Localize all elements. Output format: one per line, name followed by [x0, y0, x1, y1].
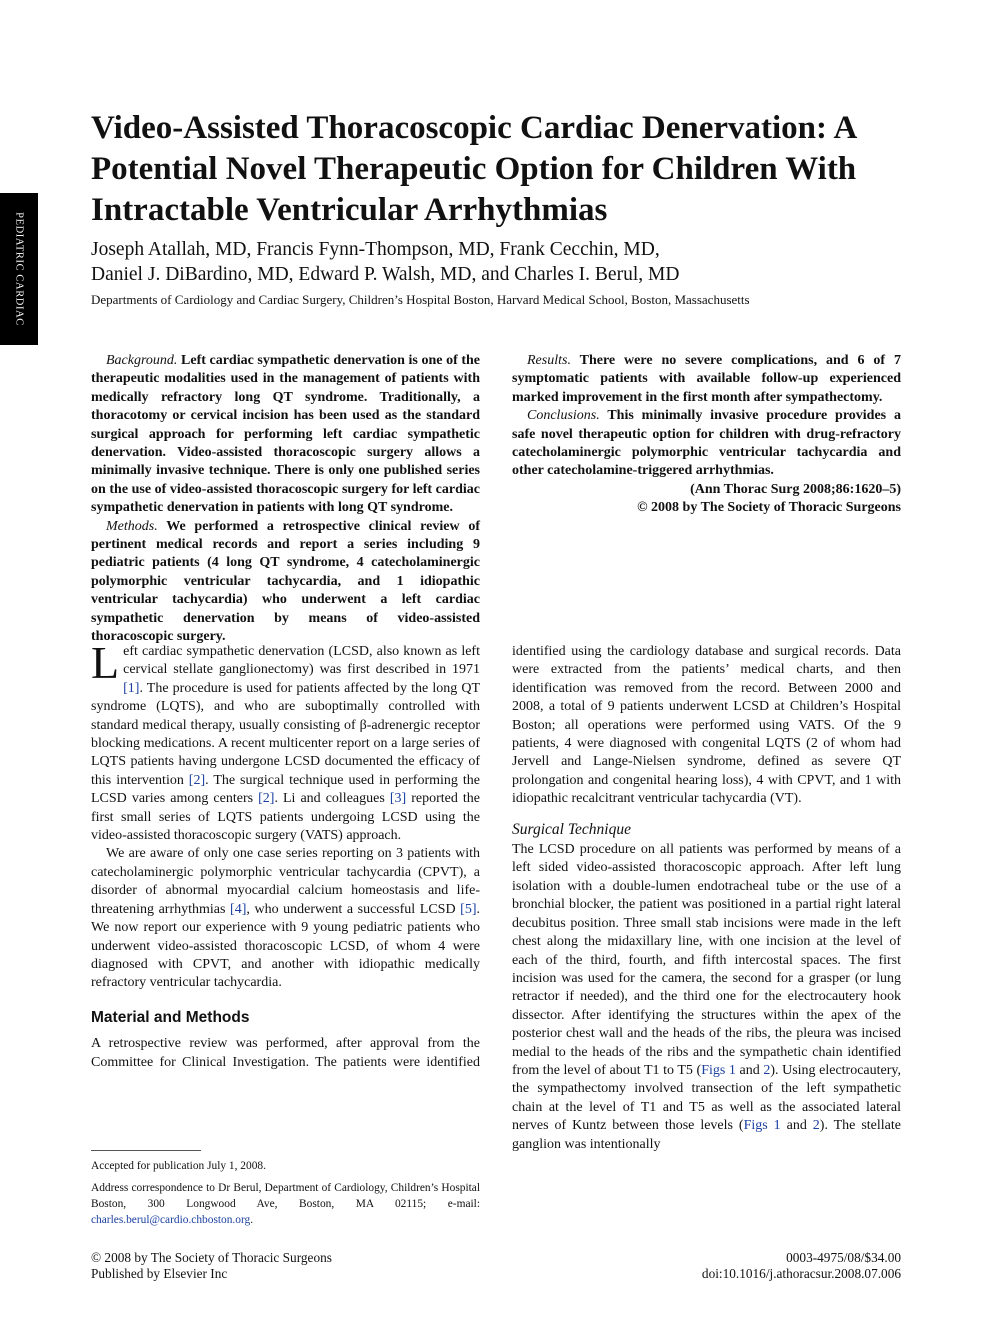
- intro-paragraph-2: We are aware of only one case series reporting on 3 patients with catecholaminergic polymorphic ventricular tachycardia (CPVT), a disorder of abnormal myocardial calcium homeostasis and life-threatening arrhythmias [4], who underwent a successful LCSD [5]. We now report our experience with 9 young pediatric patients who underwent video-assisted thoracoscopic LCSD, of whom 4 were diagnosed with CPVT, and another with idiopathic medically refractory ventricular tachycardia.: [91, 846, 480, 991]
- reference-link-3[interactable]: [3]: [389, 791, 407, 807]
- methods-paragraph-start: A retrospective review was performed, after approval from the Committee for Clinical Investigation. The patients were identified: [91, 1036, 480, 1070]
- abstract-background: Background. Left cardiac sympathetic denervation is one of the therapeutic modalities used in the management of patients with medically refractory long QT syndrome. Traditionally, a thoracotomy or cervical incision has been used as the standard surgical approach for performing left cardiac sympathetic denervation. Video-assisted thoracoscopic surgery allows a minimally invasive technique. There is only one published series on the use of video-assisted thoracoscopic surgery for left cardiac sympathetic denervation in patients with long QT syndrome.: [91, 353, 480, 516]
- article-title: Video-Assisted Thoracoscopic Cardiac Denervation: A Potential Novel Therapeutic Option for Children With Intractable Ventricular Arrhythmias: [91, 110, 857, 228]
- footnote-accepted: Accepted for publication July 1, 2008.: [91, 1160, 266, 1172]
- author-list: [91, 237, 931, 287]
- abstract-citation: (Ann Thorac Surg 2008;86:1620–5): [690, 481, 901, 497]
- reference-link-2[interactable]: [2]: [188, 772, 206, 788]
- methods-label: Methods.: [106, 518, 158, 534]
- footer-right: [600, 1250, 901, 1282]
- reference-link-4[interactable]: [4]: [230, 901, 247, 917]
- intro-paragraph-1: Left cardiac sympathetic denervation (LCSD, also known as left cervical stellate ganglionectomy) was first described in 1971 [1]. The procedure is used for patients affected by the long QT syndrome (LQTS), and who are suboptimally controlled with standard medical therapy, usually consisting of β-adrenergic receptor blocking medications. A recent multicenter report on a large series of LQTS patients having undergone LCSD documented the efficacy of this intervention [2]. The surgical technique used in performing the LCSD varies among centers [2]. Li and colleagues [3] reported the first small series of LQTS patients undergoing LCSD using the video-assisted thoracoscopic surgery (VATS) approach.: [91, 637, 480, 844]
- footnote-address: Address correspondence to Dr Berul, Department of Cardiology, Children’s Hospital Boston, 300 Longwood Ave, Boston, MA 02115; e-mail: charles.berul@cardio.chboston.org.: [91, 1182, 480, 1226]
- affiliation: Departments of Cardiology and Cardiac Surgery, Children’s Hospital Boston, Harvard Medical School, Boston, Massachusetts: [91, 292, 750, 307]
- figure-link-1[interactable]: Figs 1: [701, 1062, 736, 1078]
- abstract-methods: Methods. We performed a retrospective clinical review of pertinent medical records and report a series including 9 pediatric patients (4 long QT syndrome, 4 catecholaminergic polymorphic ventricular tachycardia, and 1 idiopathic ventricular tachycardia) who underwent a left cardiac sympathetic denervation by means of video-assisted thoracoscopic surgery.: [91, 518, 480, 645]
- section-heading-methods: Material and Methods: [91, 1008, 250, 1026]
- footnotes: [91, 1158, 480, 1234]
- footer-doi: doi:10.1016/j.athoracsur.2008.07.006: [701, 1266, 901, 1281]
- background-label: Background.: [106, 353, 178, 368]
- footnote-rule: [91, 1150, 201, 1151]
- abstract-results: Results. There were no severe complications, and 6 of 7 symptomatic patients with available follow-up experienced marked improvement in the first month after sympathectomy.: [512, 353, 901, 405]
- abstract-conclusions: Conclusions. This minimally invasive procedure provides a safe novel therapeutic option for children with drug-refractory catecholaminergic polymorphic ventricular tachycardia and other catecholamine-triggered arrhythmias.: [512, 408, 901, 479]
- figure-link-2b[interactable]: 2: [812, 1118, 820, 1134]
- surgical-technique-paragraph: The LCSD procedure on all patients was performed by means of a left sided video-assisted thoracoscopic approach. After left lung isolation with a double-lumen endotracheal tube or the use of a bronchial blocker, the patient was positioned in a partial right lateral decubitus position. Three small stab incisions were made in the left chest along the midaxillary line, with one incision at the level of each of the third, fourth, and fifth intercostal spaces. The first incision was used for the camera, the second for a grasper (or lung retractor if needed), and the third one for the electrocautery hook dissector. After identifying the structures within the apex of the posterior chest wall and the heads of the ribs, the pleura was incised medial to the heads of the ribs and the sympathetic chain identified from the level of about T1 to T5 (Figs 1 and 2). Using electrocautery, the sympathectomy involved transection of the left sympathetic chain at the level of T1 and T5 as well as the associated lateral nerves of Kuntz between those levels (Figs 1 and 2). The stellate ganglion was intentionally: [512, 842, 901, 1152]
- footer-issn: 0003-4975/08/$34.00: [786, 1250, 901, 1265]
- conclusions-label: Conclusions.: [527, 408, 600, 424]
- figure-link-2[interactable]: 2: [763, 1062, 771, 1078]
- abstract-left-column: [91, 352, 480, 647]
- subheading-surgical-technique: Surgical Technique: [512, 820, 631, 838]
- footer-publisher: Published by Elsevier Inc: [91, 1266, 228, 1281]
- reference-link-5[interactable]: [5]: [460, 901, 477, 917]
- results-label: Results.: [527, 353, 571, 368]
- body-right-column: [512, 643, 901, 1154]
- footer-copyright: © 2008 by The Society of Thoracic Surgeons: [91, 1250, 332, 1265]
- body-left-column: [91, 637, 480, 1072]
- reference-link-1[interactable]: [1]: [123, 680, 140, 696]
- section-side-tab: [0, 193, 38, 345]
- author-line-1: Joseph Atallah, MD, Francis Fynn-Thompson, MD, Frank Cecchin, MD,: [91, 239, 660, 260]
- author-line-2: Daniel J. DiBardino, MD, Edward P. Walsh, MD, and Charles I. Berul, MD: [91, 264, 680, 285]
- abstract-right-column: [512, 352, 901, 518]
- abstract-copyright: © 2008 by The Society of Thoracic Surgeons: [637, 500, 901, 516]
- reference-link-2b[interactable]: [2]: [258, 791, 275, 807]
- email-link[interactable]: charles.berul@cardio.chboston.org: [91, 1214, 251, 1226]
- side-tab-label: PEDIATRIC CARDIAC: [13, 212, 25, 326]
- methods-paragraph-continued: identified using the cardiology database and surgical records. Data were extracted from the patients’ medical charts, and then identification was removed from the record. Between 2000 and 2008, a total of 9 patients underwent LCSD at Children’s Hospital Boston; all operations were performed using VATS. Of the 9 patients, 4 were diagnosed with congenital LQTS (2 of whom had Jervell and Lange-Nielsen syndrome, defined as severe QT prolongation and congenital hearing loss), 4 with CPVT, and 1 with idiopathic recalcitrant ventricular tachycardia (VT).: [512, 644, 901, 807]
- drop-cap: L: [91, 637, 120, 688]
- figure-link-1b[interactable]: Figs 1: [743, 1118, 781, 1134]
- footer-left: [91, 1250, 332, 1282]
